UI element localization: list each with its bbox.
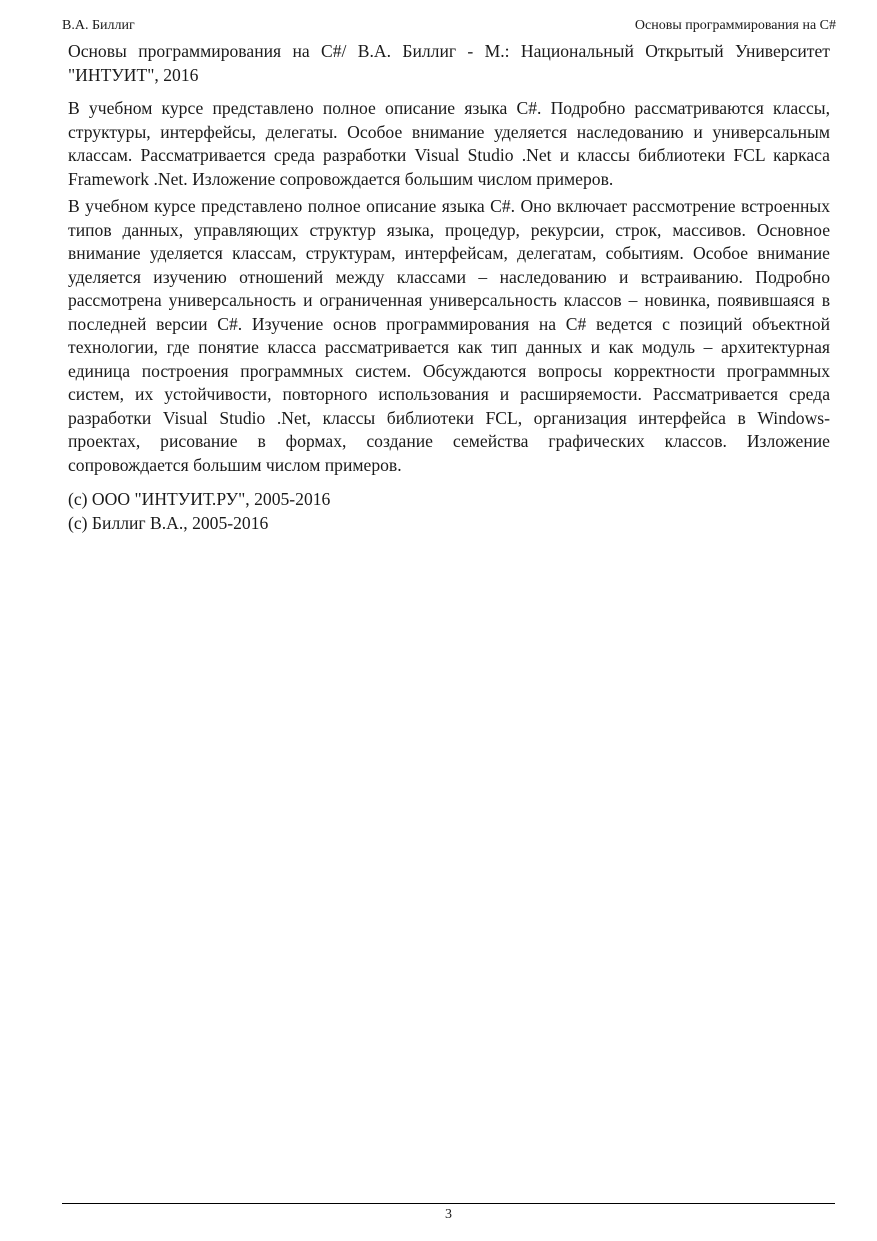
- abstract-short: В учебном курсе представлено полное описание языка C#. Подробно рассматриваются классы, структуры, интерфейсы, делегаты. Особое внимание уделяется наследованию и универсальным классам. Рассматривается среда разработки Visual Studio .Net и классы библиотеки FCL каркаса Framework .Net. Изложение сопровождается большим числом примеров.: [68, 98, 830, 189]
- running-header: [62, 16, 836, 36]
- page-number: 3: [445, 1207, 452, 1222]
- header-author: В.А. Биллиг: [62, 18, 135, 33]
- footer-divider: [62, 1203, 835, 1204]
- copyright-publisher: (c) ООО "ИНТУИТ.РУ", 2005-2016: [68, 489, 331, 509]
- bibliographic-citation: Основы программирования на C#/ В.А. Биллиг - М.: Национальный Открытый Университет "ИНТУИТ", 2016: [68, 41, 830, 85]
- page-content: [68, 40, 830, 535]
- header-book-title: Основы программирования на C#: [634, 18, 836, 33]
- copyright-author: (c) Биллиг В.А., 2005-2016: [68, 513, 269, 533]
- abstract-long: В учебном курсе представлено полное описание языка C#. Оно включает рассмотрение встроенных типов данных, управляющих структур языка, процедур, рекурсии, строк, массивов. Основное внимание уделяется классам, структурам, интерфейсам, делегатам, событиям. Особое внимание уделяется изучению отношений между классами – наследованию и встраиванию. Подробно рассмотрена универсальность и ограниченная универсальность классов – новинка, появившаяся в последней версии C#. Изучение основ программирования на C# ведется с позиций объектной технологии, где понятие класса рассматривается как тип данных и как модуль – архитектурная единица построения программных систем. Обсуждаются вопросы корректности программных систем, их устойчивости, повторного использования и расширяемости. Рассматривается среда разработки Visual Studio .Net, классы библиотеки FCL, организация интерфейса в Windows-проектах, рисование в формах, создание семейства графических классов. Изложение сопровождается большим числом примеров.: [68, 196, 830, 475]
